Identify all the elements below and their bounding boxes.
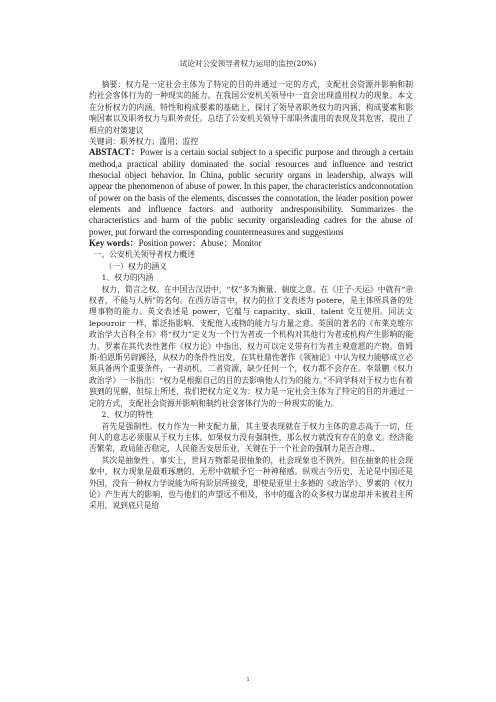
keywords-english-label: Key words： — [89, 237, 139, 248]
keywords-english-text: Position power；Abuse；Monitor — [138, 237, 262, 248]
document-title: 试论对公安领导者权力运用的监控(20%) — [179, 59, 317, 68]
abstract-chinese: 摘要：权力是一定社会主体为了特定的目的并通过一定的方式，支配社会资源并影响和制约社会客体行为的一种现实的能力。在我国公安机关领导中一直会出现滥用权力的现象。本文在分析权力的内涵、特性和构成要素的基础上，探讨了领导者职务权力的内涵、构成要素和影响因素以及职务权力与职务责任。总结了公安机关领导干部职务滥用的表现及其危害，提出了相应的对策建议 — [89, 80, 413, 135]
paragraph-coerciveness: 首先是强制性。权力作为一种支配力量，其主要表现就在于权力主体的意志高于一切，任何人的意志必须服从于权力主体。如果权力没有强制性，那么权力就没有存在的意义。经济能否繁荣，政局能否稳定，人民能否安居乐业，关键在于一个社会的强制力是否合理.. — [89, 421, 413, 454]
paragraph-power-connotation: 权力，简言之权。在中国古汉语中，“权”多为衡量、揣度之意。在《庄子·天运》中就有“亲权者，不能与人柄”的名句。在西方语言中，权力的拉丁文表述为 potere，是主体所具备的处理事物的能力。英文表述是 power，它蕴与 capacity、skill、talent 交互使用。同法文 lepouroir 一样，都泛指影响、支配他人或物的能力与力量之意。英国的著名的《布莱克维尔政治学大百科全书》将“权力”定义为一个行为者或一个机构对其他行为者或机构产生影响的能力。罗素在其代表性著作《权力论》中指出，权力可以定义带有行为者主观意愿的产物。詹姆斯·伯恩斯另辟蹊径，从权力的条件性出发，在其杜鼎性著作《领袖论》中认为权力能够成立必须具备两个重要条件，一者动机，二者资源，缺少任何一个，权力都不会存在。李景鹏《权力政治学》一书指出：“权力是根据自己的目的去影响他人行为的能力。”不同学科对于权力也有着独到的见解，但综上所述，我们把权力定义为：权力是一定社会主体为了特定的目的并通过一定的方式，支配社会资源并影响和制约社会客体行为的一种现实的能力。 — [89, 284, 413, 408]
subsection-heading-1-1: （一）权力的涵义 — [104, 261, 167, 271]
paragraph-abstractness: 其次是抽象性 。事实上，世间万物都是很抽象的，社会现象也不例外。但在抽象的社会现象中，权力现象是最难琢磨的，无形中就赋予它一种神秘感。纵观古今历史，无论是中国还是外国，没有一种权力学说能为所有阶层所接受，即使是亚里士多德的《政治学》、罗素的《权力论》产生再大的影响，也与他们的声望远不相及，书中的蕴含的众多权力谋虑却并未被君主所采用，说到底只是给 — [89, 455, 413, 511]
section-heading-1: 一、公安机关领导者权力概述 — [93, 250, 196, 260]
subsubsection-heading-2: 2、权力的特性 — [101, 410, 154, 420]
abstract-english-label: ABSTACT： — [89, 147, 141, 158]
document-body — [89, 79, 413, 512]
keywords-chinese: 关键词：职务权力；滥用；监控 — [89, 137, 199, 147]
abstract-english-text: Power is a certain social subject to a specific purpose and through a certain method,a practical ability dominated the social resources and influence and restrict thesocial object behavior. In China, public security organs in leadership, always will appear the phenomenon of abuse of power. In this paper, the characteristics andconnotation of power on the basis of the elements, discusses the connotation, the leader position power elements and influence factors and authority andresponsibility. Summarizes the characteristics and harm of the public security organsleading cadres for the abuse of power, put forward the corresponding countermeasures and suggestions — [89, 147, 414, 237]
page-number: 1 — [246, 676, 250, 683]
abstract-english — [89, 147, 413, 237]
keywords-english — [89, 238, 413, 250]
subsubsection-heading-1: 1、权力的内涵 — [101, 273, 154, 283]
